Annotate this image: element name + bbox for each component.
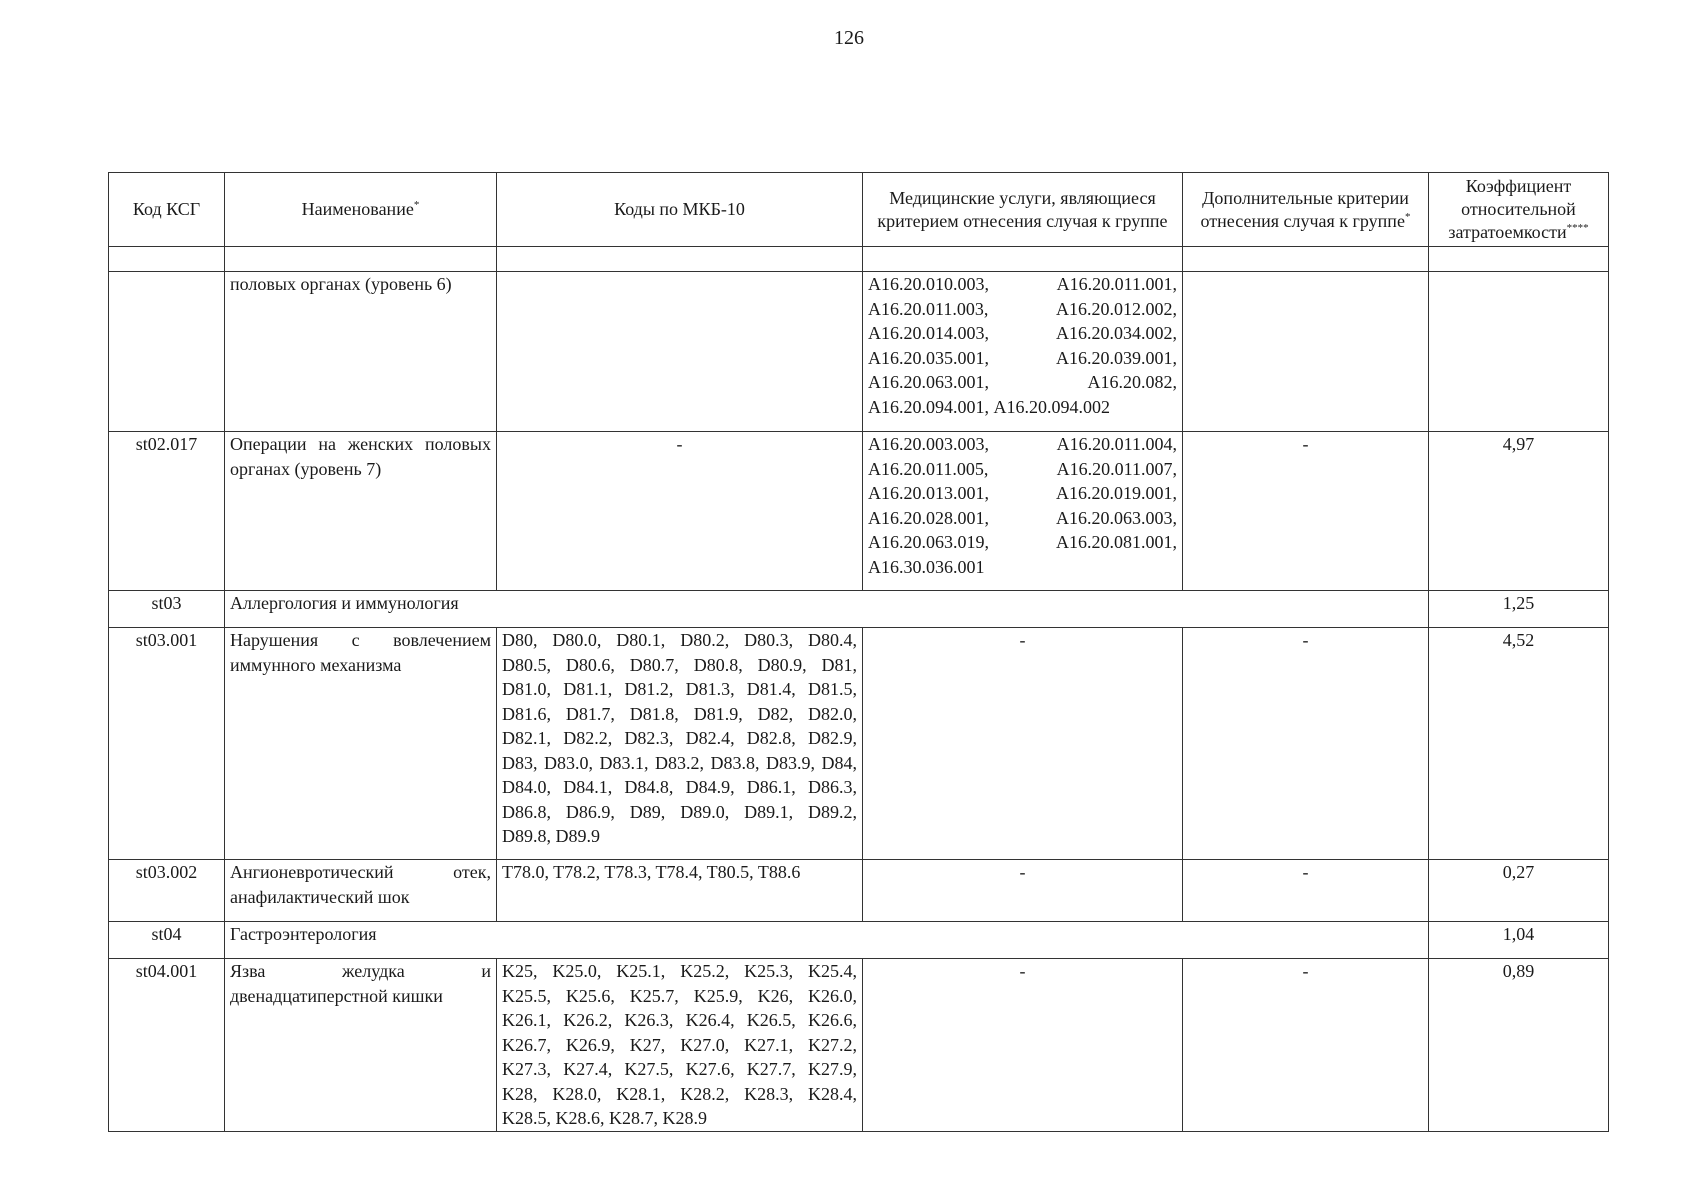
ksg-name: Нарушения с вовлечением иммунного механизма [225,628,497,860]
section-row [109,922,1609,959]
ksg-code: st03.001 [109,628,225,860]
coefficient: 0,27 [1429,860,1609,922]
section-coefficient: 1,04 [1429,922,1609,959]
extra-criteria: - [1183,432,1429,591]
mkb-codes: T78.0, T78.2, T78.3, T78.4, T80.5, T88.6 [497,860,863,922]
header-name: Наименование* [225,173,497,247]
header-mkb: Коды по МКБ-10 [497,173,863,247]
table-row [109,628,1609,860]
table-row [109,272,1609,432]
ksg-code: st02.017 [109,432,225,591]
ksg-code [109,272,225,432]
table-row [109,959,1609,1132]
header-code: Код КСГ [109,173,225,247]
ksg-code: st03.002 [109,860,225,922]
section-coefficient: 1,25 [1429,591,1609,628]
medical-services: А16.20.010.003, А16.20.011.001, А16.20.011.003, А16.20.012.002, А16.20.014.003, А16.20.034.002, А16.20.035.001, А16.20.039.001, А16.20.063.001, А16.20.082, А16.20.094.001, А16.20.094.002 [863,272,1183,432]
ksg-name: половых органах (уровень 6) [225,272,497,432]
page-number: 126 [834,27,864,49]
extra-criteria: - [1183,860,1429,922]
ksg-name: Язва желудка и двенадцатиперстной кишки [225,959,497,1132]
header-coefficient: Коэффициент относительной затратоемкости**** [1429,173,1609,247]
medical-services: А16.20.003.003, А16.20.011.004, А16.20.011.005, А16.20.011.007, А16.20.013.001, А16.20.019.001, А16.20.028.001, А16.20.063.003, А16.20.063.019, А16.20.081.001, А16.30.036.001 [863,432,1183,591]
extra-criteria: - [1183,959,1429,1132]
ksg-code: st04.001 [109,959,225,1132]
table-header-row [109,173,1609,247]
medical-services: - [863,959,1183,1132]
section-code: st03 [109,591,225,628]
extra-criteria: - [1183,628,1429,860]
coefficient: 0,89 [1429,959,1609,1132]
name-footnote-mark: * [413,199,420,211]
coefficient [1429,272,1609,432]
extra-criteria [1183,272,1429,432]
medical-services: - [863,628,1183,860]
coef-footnote-mark: **** [1566,222,1589,234]
ksg-table [108,172,1609,1132]
coefficient: 4,52 [1429,628,1609,860]
header-extra-criteria: Дополнительные критерии отнесения случая к группе* [1183,173,1429,247]
medical-services: - [863,860,1183,922]
mkb-codes [497,272,863,432]
header-services: Медицинские услуги, являющиеся критерием отнесения случая к группе [863,173,1183,247]
ksg-name: Операции на женских половых органах (уровень 7) [225,432,497,591]
section-name: Гастроэнтерология [225,922,1429,959]
mkb-codes: K25, K25.0, K25.1, K25.2, K25.3, K25.4, K25.5, K25.6, K25.7, K25.9, K26, K26.0, K26.1, K26.2, K26.3, K26.4, K26.5, K26.6, K26.7, K26.9, K27, K27.0, K27.1, K27.2, K27.3, K27.4, K27.5, K27.6, K27.7, K27.9, K28, K28.0, K28.1, K28.2, K28.3, K28.4, K28.5, K28.6, K28.7, K28.9 [497,959,863,1132]
extra-footnote-mark: * [1404,210,1411,223]
section-code: st04 [109,922,225,959]
section-row [109,591,1609,628]
ksg-name: Ангионевротический отек, анафилактический шок [225,860,497,922]
mkb-codes: D80, D80.0, D80.1, D80.2, D80.3, D80.4, D80.5, D80.6, D80.7, D80.8, D80.9, D81, D81.0, D81.1, D81.2, D81.3, D81.4, D81.5, D81.6, D81.7, D81.8, D81.9, D82, D82.0, D82.1, D82.2, D82.3, D82.4, D82.8, D82.9, D83, D83.0, D83.1, D83.2, D83.8, D83.9, D84, D84.0, D84.1, D84.8, D84.9, D86.1, D86.3, D86.8, D86.9, D89, D89.0, D89.1, D89.2, D89.8, D89.9 [497,628,863,860]
header-spacer-row [109,247,1609,272]
table-row [109,432,1609,591]
mkb-codes: - [497,432,863,591]
coefficient: 4,97 [1429,432,1609,591]
section-name: Аллергология и иммунология [225,591,1429,628]
table-row [109,860,1609,922]
